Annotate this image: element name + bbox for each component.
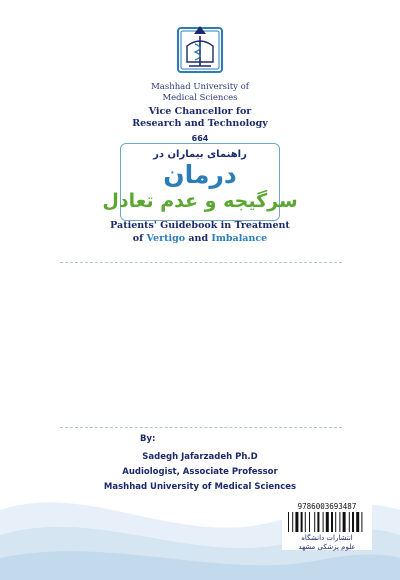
barcode-bar [301, 512, 303, 532]
author-role: Audiologist, Associate Professor [122, 467, 278, 477]
title-fa-guide: راهنمای بیماران در [153, 149, 247, 160]
barcode-bar [288, 512, 289, 532]
description-paragraph [60, 262, 342, 428]
barcode-bar [323, 512, 324, 532]
title-en-line1: Patients' Guidebook in Treatment [110, 220, 290, 231]
isbn-number: 9786003693487 [297, 502, 357, 511]
university-emblem-icon [175, 22, 225, 78]
title-fa-subtitle: سرگیجه و عدم تعادل [102, 190, 298, 212]
title-en-line2: of Vertigo and Imbalance [132, 233, 268, 244]
university-name: Mashhad University of Medical Sciences [151, 82, 249, 103]
barcode-bar [349, 512, 350, 532]
vice-chancellor-office: Vice Chancellor for Research and Technology [132, 106, 268, 129]
barcode-bar [326, 512, 329, 532]
title-fa-main: درمان [163, 160, 237, 189]
by-label: By: [140, 434, 156, 444]
barcode-bar [352, 512, 354, 532]
author-name: Sadegh Jafarzadeh Ph.D [142, 452, 258, 462]
barcode-bar [309, 512, 310, 532]
barcode-bar [305, 512, 306, 532]
barcode-bar [361, 512, 362, 532]
barcode-bar [292, 512, 293, 532]
series-number: 664 [191, 134, 209, 143]
barcode-bar [317, 512, 319, 532]
barcode-bar [331, 512, 333, 532]
barcode-bar [356, 512, 359, 532]
publisher-name: انتشارات دانشگاه علوم پزشکی مشهد [298, 534, 356, 551]
barcode-bar [314, 512, 315, 532]
barcode-bar [295, 512, 298, 532]
author-affiliation: Mashhad University of Medical Sciences [103, 482, 297, 492]
barcode-bar [335, 512, 336, 532]
barcode-bar [339, 512, 340, 532]
barcode-bar [343, 512, 346, 532]
